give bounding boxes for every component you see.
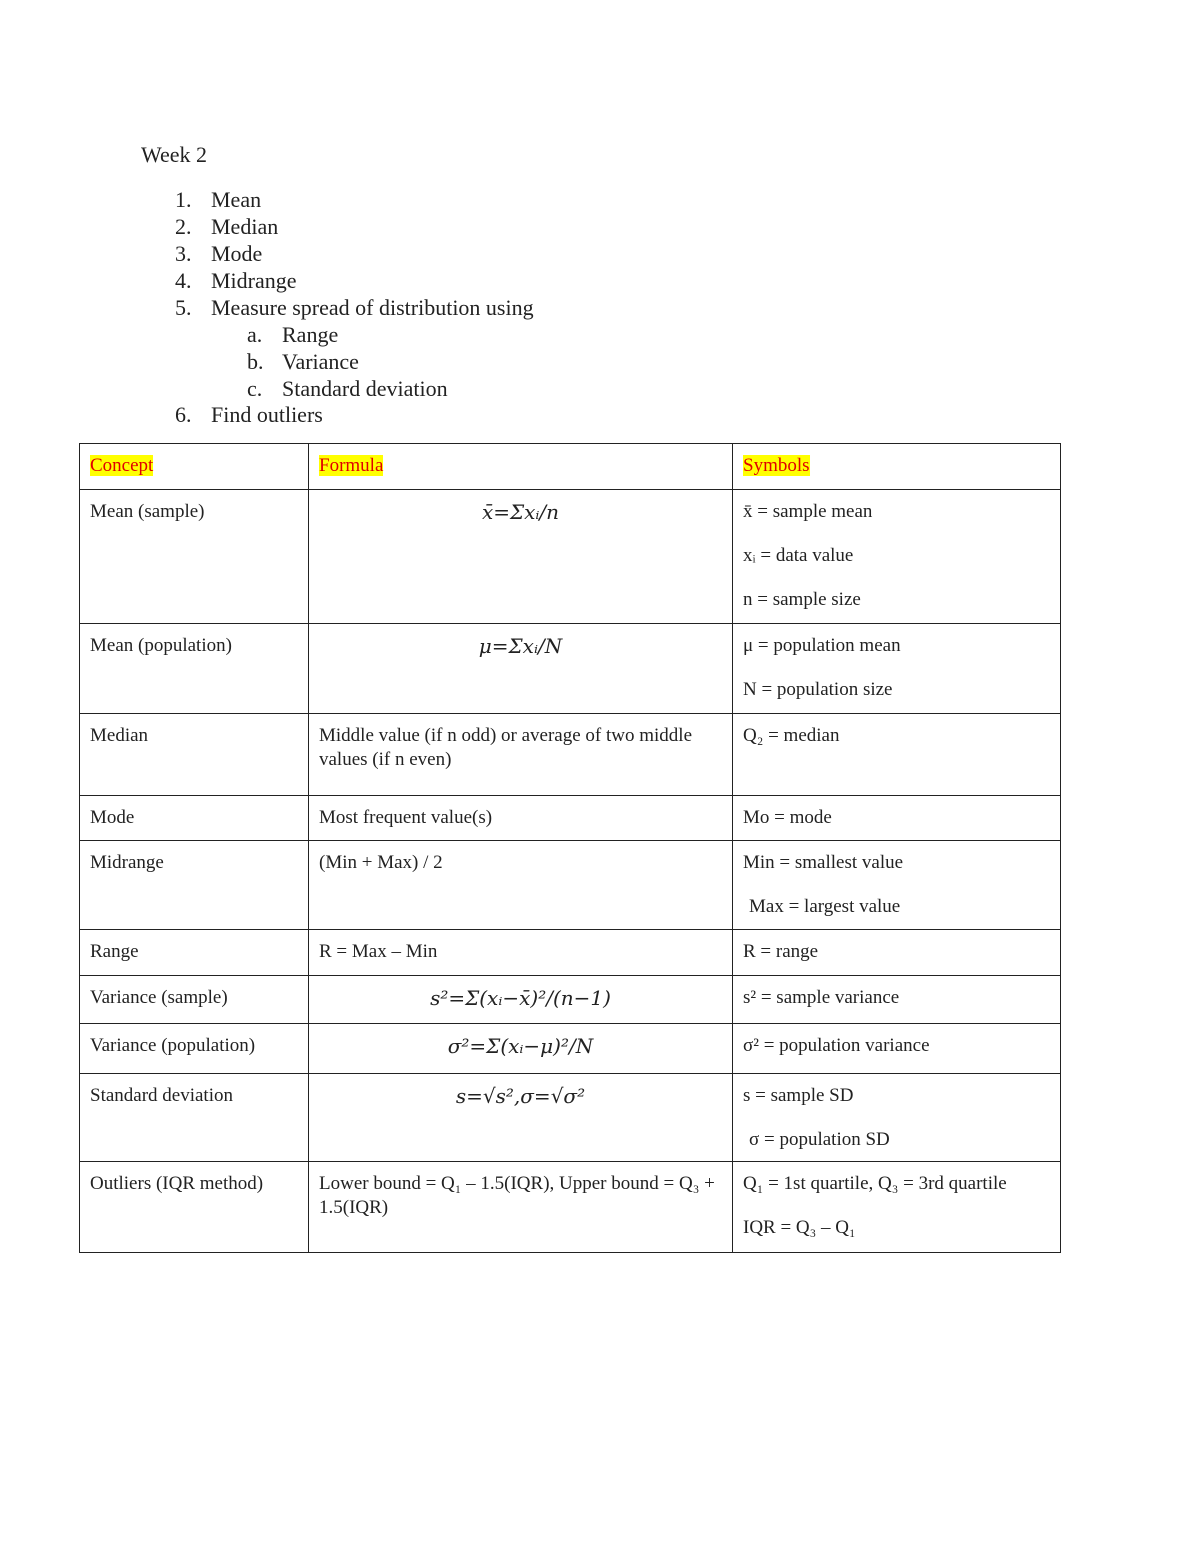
concept-cell: Outliers (IQR method) — [90, 1173, 264, 1194]
symbol-line: n = sample size — [743, 589, 861, 610]
formula-cell: Middle value (if n odd) or average of two middle values (if n even) — [319, 725, 693, 770]
concept-cell: Range — [90, 941, 139, 962]
table-row — [80, 976, 1061, 1024]
header-symbols: Symbols — [743, 455, 810, 476]
formula-cell: s²=Σ(xᵢ−x̄)²/(n−1) — [430, 986, 611, 1010]
symbol-line: Min = smallest value — [743, 852, 904, 873]
list-number: 5. — [175, 295, 192, 320]
table-row — [80, 841, 1061, 930]
symbol-line: IQR = Q₃ – Q₁ — [743, 1217, 856, 1238]
list-number: 3. — [175, 241, 192, 266]
list-item — [141, 348, 448, 375]
list-item — [141, 267, 534, 294]
list-number: 1. — [175, 187, 192, 212]
symbol-line: Q₁ = 1st quartile, Q₃ = 3rd quartile — [743, 1173, 1007, 1194]
formula-cell: s=√s²,σ=√σ² — [455, 1084, 586, 1108]
concept-cell: Variance (sample) — [90, 987, 228, 1008]
concept-cell: Mean (sample) — [90, 501, 205, 522]
formula-cell: R = Max – Min — [319, 941, 438, 962]
symbol-line: σ = population SD — [749, 1129, 890, 1150]
list-item-label: Range — [282, 322, 339, 347]
table-row — [80, 796, 1061, 841]
concept-cell: Median — [90, 725, 149, 746]
list-letter: b. — [247, 349, 264, 374]
header-formula: Formula — [319, 455, 384, 476]
list-number: 6. — [175, 402, 192, 427]
list-letter: c. — [247, 376, 263, 401]
list-item — [141, 186, 534, 213]
formula-cell: Most frequent value(s) — [319, 807, 493, 828]
symbol-line: σ² = population variance — [743, 1035, 930, 1056]
table-row — [80, 624, 1061, 714]
list-letter: a. — [247, 322, 263, 347]
table-row — [80, 1162, 1061, 1253]
symbol-line: xᵢ = data value — [743, 545, 854, 566]
list-item — [141, 321, 448, 348]
page-title: Week 2 — [141, 142, 208, 167]
list-item — [141, 213, 534, 240]
list-item-label: Median — [211, 214, 279, 239]
list-item-label: Find outliers — [211, 402, 323, 427]
list-item-label: Midrange — [211, 268, 297, 293]
symbol-line: s² = sample variance — [743, 987, 900, 1008]
table-row — [80, 930, 1061, 976]
concepts-table — [79, 443, 1061, 1253]
header-concept: Concept — [90, 455, 154, 476]
symbol-line: s = sample SD — [743, 1085, 854, 1106]
table-row — [80, 714, 1061, 796]
formula-cell: σ²=Σ(xᵢ−μ)²/N — [447, 1034, 594, 1058]
topic-list — [141, 186, 534, 321]
concept-cell: Midrange — [90, 852, 164, 873]
formula-cell: x̄=Σxᵢ/n — [481, 500, 560, 524]
concept-cell: Mode — [90, 807, 135, 828]
symbol-line: x̄ = sample mean — [743, 501, 873, 522]
list-number: 2. — [175, 214, 192, 239]
subtopic-list — [141, 321, 448, 402]
table-row — [80, 1074, 1061, 1162]
list-item-label: Measure spread of distribution using — [211, 295, 534, 320]
list-item — [141, 401, 323, 428]
symbol-line: N = population size — [743, 679, 893, 700]
concept-cell: Mean (population) — [90, 635, 232, 656]
list-item — [141, 375, 448, 402]
symbol-line: μ = population mean — [743, 635, 901, 656]
table-row — [80, 1024, 1061, 1074]
list-number: 4. — [175, 268, 192, 293]
concept-cell: Variance (population) — [90, 1035, 256, 1056]
formula-cell: (Min + Max) / 2 — [319, 852, 443, 873]
list-item-label: Variance — [282, 349, 359, 374]
table-row — [80, 490, 1061, 624]
formula-cell: μ=Σxᵢ/N — [478, 634, 563, 658]
list-item-label: Mean — [211, 187, 262, 212]
symbol-line: Mo = mode — [743, 807, 832, 828]
formula-cell: Lower bound = Q₁ – 1.5(IQR), Upper bound = Q₃ + 1.5(IQR) — [319, 1173, 715, 1218]
table-header-row — [80, 444, 1061, 490]
topic-list-continued — [141, 401, 323, 428]
symbol-line: R = range — [743, 941, 819, 962]
symbol-line: Max = largest value — [749, 896, 901, 917]
list-item-label: Mode — [211, 241, 263, 266]
list-item-label: Standard deviation — [282, 376, 448, 401]
symbol-line: Q₂ = median — [743, 725, 840, 746]
list-item — [141, 240, 534, 267]
concept-cell: Standard deviation — [90, 1085, 233, 1106]
list-item — [141, 294, 534, 321]
